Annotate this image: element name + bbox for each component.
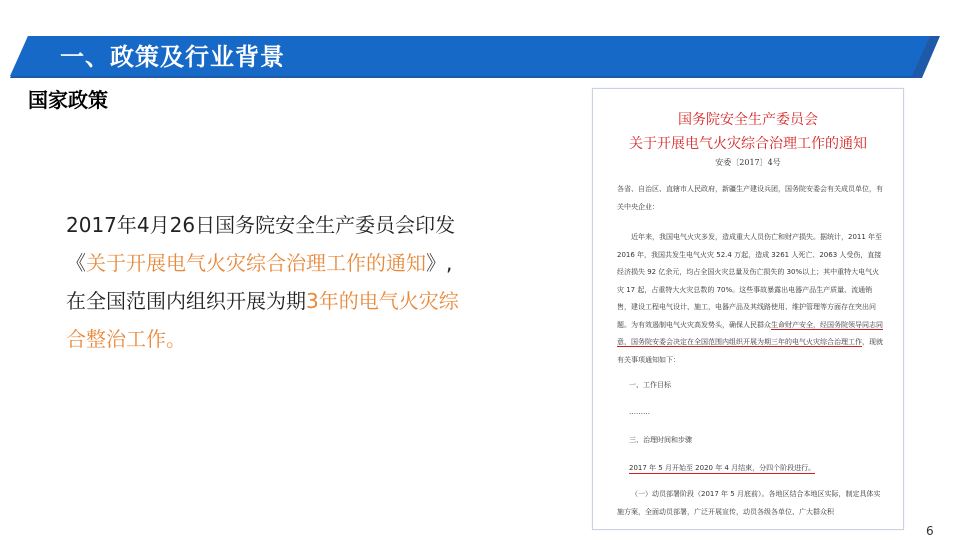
doc-heading-org: 国务院安全生产委员会 xyxy=(678,112,818,128)
duration-highlight: 3年的电气火灾综 xyxy=(306,289,459,313)
body-line-2 xyxy=(66,244,506,282)
doc-addressee: 各省、自治区、直辖市人民政府，新疆生产建设兵团，国务院安委会有关成员单位，有关中央企业： xyxy=(617,185,883,211)
body-paragraph xyxy=(66,206,506,358)
body-line-4 xyxy=(66,320,506,358)
doc-stage-1: （一）动员部署阶段（2017 年 5 月底前）。各地区结合本地区实际，制定具体实施方案，全面动员部署，广泛开展宣传，动员各级各单位、广大群众积 xyxy=(617,490,881,516)
page-number: 6 xyxy=(926,524,934,538)
close-bracket: 》, xyxy=(426,251,453,275)
section-subtitle: 国家政策 xyxy=(28,88,108,112)
page-title: 一、政策及行业背景 xyxy=(60,43,285,71)
doc-section-3: 三、治理时间和步骤 xyxy=(629,436,692,444)
doc-para1-end: ，现就有关事项通知如下： xyxy=(617,338,883,364)
document-image xyxy=(592,88,904,530)
doc-paragraph-1 xyxy=(617,229,883,369)
body-text-1: 2017年4月26日国务院安全生产委员会印发 xyxy=(66,213,456,237)
doc-section-1: 一、工作目标 xyxy=(629,381,671,389)
notice-title-highlight: 关于开展电气火灾综合治理工作的通知 xyxy=(86,251,426,275)
doc-para1-text: 近年来，我国电气火灾多发，造成重大人员伤亡和财产损失。据统计，2011 年至 2016 年，我国共发生电气火灾 52.4 万起，造成 3261 人死亡、2063 人受伤，直接经济损失 92 亿余元，均占全国火灾总量及伤亡损失的 30%以上；其中重特大电气火灾 17 起，占重特大火灾总数的 70%。这些事故暴露出电器产品生产质量、流通销售，建设工程电气设计、施工，电器产品及其线路使用、维护管理等方面存在突出问题。为有效遏制电气火灾高发势头，确保人民群众 xyxy=(617,233,883,329)
doc-para1-underlined: 生命财产安全，经国务院领导同志同意，国务院安委会决定在全国范围内组织开展为期三年的电气火灾综合治理工作 xyxy=(617,320,883,346)
doc-number: 安委〔2017〕4号 xyxy=(715,158,781,167)
duration-highlight-cont: 合整治工作。 xyxy=(66,327,186,351)
doc-ellipsis: ……… xyxy=(629,408,650,416)
body-line-1 xyxy=(66,206,506,244)
body-text-3: 在全国范围内组织开展为期 xyxy=(66,289,306,313)
body-line-3 xyxy=(66,282,506,320)
doc-heading-title: 关于开展电气火灾综合治理工作的通知 xyxy=(629,136,867,152)
doc-timeline: 2017 年 5 月开始至 2020 年 4 月结束，分四个阶段进行。 xyxy=(629,464,816,472)
open-bracket: 《 xyxy=(66,251,86,275)
